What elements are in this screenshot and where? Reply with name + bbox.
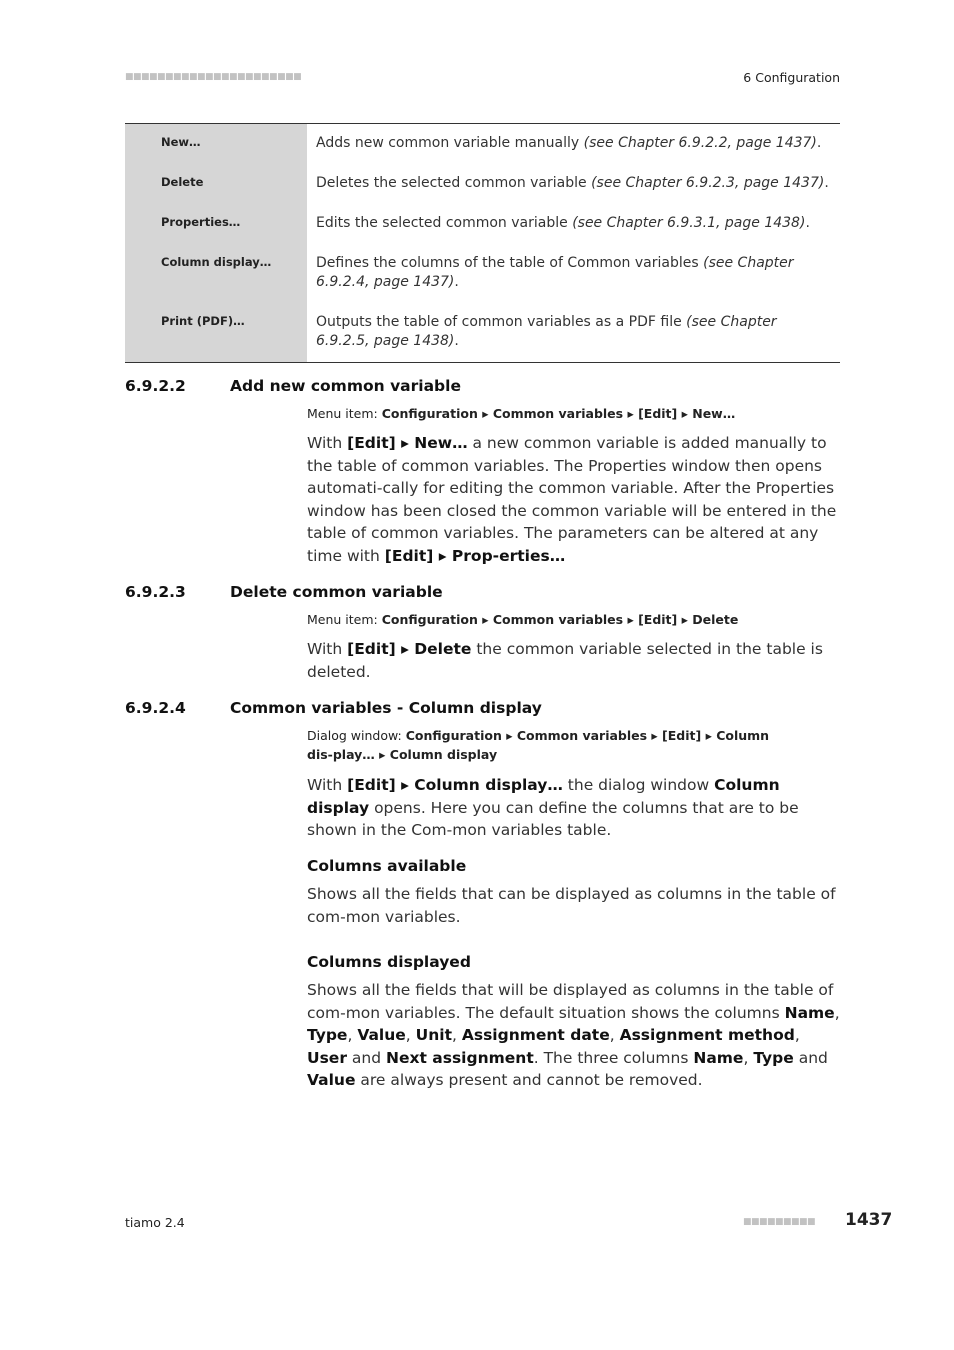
command-name: Properties… — [125, 204, 307, 244]
command-description — [307, 244, 840, 303]
column-name: Assignment method — [619, 1026, 795, 1044]
paragraph-text: . The three columns — [533, 1048, 694, 1067]
menu-command: [Edit] ▸ Delete — [347, 640, 472, 658]
header-decoration: ■■■■■■■■■■■■■■■■■■■■■■ — [125, 72, 302, 82]
chapter-reference[interactable]: (see Chapter 6.9.2.3, page 1437) — [591, 175, 825, 191]
column-name: User — [307, 1048, 347, 1067]
section-number: 6.9.2.4 — [125, 699, 186, 717]
body-paragraph — [307, 638, 842, 683]
column-name: Assignment date — [461, 1026, 610, 1044]
dialog-name: Column display — [307, 776, 780, 817]
punctuation: . — [454, 274, 459, 290]
paragraph-text: With — [307, 640, 348, 658]
description-text: Deletes the selected common variable — [316, 175, 592, 191]
punctuation: . — [824, 175, 829, 191]
section-title: Delete common variable — [230, 583, 443, 601]
product-version: tiamo 2.4 — [125, 1215, 185, 1230]
column-name: Value — [307, 1071, 356, 1089]
command-description — [307, 124, 840, 164]
paragraph-text: Shows all the fields that will be displayed as columns in the table of com-mon variables. The default situation shows the columns — [307, 981, 834, 1022]
body-paragraph — [307, 979, 842, 1092]
menu-prefix: Menu item: — [307, 612, 382, 627]
table-row — [125, 303, 840, 362]
column-name: Unit — [415, 1026, 452, 1044]
body-paragraph — [307, 432, 842, 567]
description-text: Defines the columns of the table of Common variables — [316, 255, 704, 271]
separator: , — [794, 1026, 800, 1044]
command-description — [307, 164, 840, 204]
paragraph-text: the dialog window — [562, 776, 715, 794]
chapter-reference[interactable]: (see Chapter 6.9.2.2, page 1437) — [583, 135, 817, 151]
description-text: Outputs the table of common variables as a PDF file — [316, 314, 687, 330]
menu-command: [Edit] ▸ Prop-erties… — [384, 546, 566, 565]
description-text: Adds new common variable manually — [316, 135, 584, 151]
paragraph-text: are always present and cannot be removed. — [355, 1071, 703, 1089]
section-title: Common variables - Column display — [230, 699, 542, 717]
page-number: 1437 — [845, 1210, 893, 1230]
column-name: Name — [784, 1003, 835, 1022]
section-title: Add new common variable — [230, 377, 461, 395]
command-name: Print (PDF)… — [125, 303, 307, 362]
menu-path — [307, 610, 837, 629]
body-paragraph: Shows all the fields that can be displayed as columns in the table of com-mon variables. — [307, 885, 836, 926]
paragraph-text: the common variable selected in the table is deleted. — [307, 640, 823, 681]
section-number: 6.9.2.2 — [125, 377, 186, 395]
column-name: Next assignment — [385, 1048, 534, 1067]
command-name: Column display… — [125, 244, 307, 303]
separator: , — [834, 1003, 840, 1022]
punctuation: . — [805, 215, 810, 231]
menu-path — [307, 726, 787, 764]
table-row — [125, 204, 840, 244]
paragraph-text: a new common variable is added manually to the table of common variables. The Properties window then opens automati-cally for editing the common variable. After the Properties window has been closed the common variable will be entered in the table of common variables. The parameters can be altered at any time with — [307, 434, 837, 565]
punctuation: . — [454, 333, 459, 349]
menu-path-text: Configuration ▸ Common variables ▸ [Edit] ▸ New… — [381, 406, 736, 421]
column-name: Value — [357, 1026, 406, 1044]
menu-command: [Edit] ▸ New… — [347, 434, 468, 452]
column-name: Name — [693, 1048, 744, 1067]
separator: , — [743, 1048, 754, 1067]
table-row — [125, 164, 840, 204]
separator: , — [347, 1026, 358, 1044]
command-description — [307, 303, 840, 362]
command-name: Delete — [125, 164, 307, 204]
description-text: Edits the selected common variable — [316, 215, 573, 231]
punctuation: . — [816, 135, 822, 151]
separator: and — [346, 1048, 386, 1067]
separator: , — [609, 1026, 620, 1044]
separator: , — [451, 1026, 462, 1044]
command-table — [125, 123, 840, 363]
menu-path-text: Configuration ▸ Common variables ▸ [Edit] ▸ Column dis-play… ▸ Column display — [307, 728, 770, 762]
subsection-title: Columns available — [307, 857, 467, 875]
menu-prefix: Dialog window: — [307, 728, 406, 743]
column-name: Type — [753, 1048, 794, 1067]
command-name: New… — [125, 124, 307, 164]
chapter-reference[interactable]: (see Chapter 6.9.2.4, page 1437) — [316, 255, 794, 290]
separator: and — [793, 1048, 828, 1067]
chapter-reference[interactable]: (see Chapter 6.9.3.1, page 1438) — [572, 215, 806, 231]
table-row — [125, 244, 840, 303]
command-description — [307, 204, 840, 244]
footer-decoration: ■■■■■■■■■ — [743, 1217, 816, 1227]
menu-command: [Edit] ▸ Column display… — [347, 776, 563, 794]
menu-prefix: Menu item: — [307, 406, 382, 421]
paragraph-text: With — [307, 776, 348, 794]
paragraph-text: With — [307, 434, 348, 452]
menu-path-text: Configuration ▸ Common variables ▸ [Edit] ▸ Delete — [381, 612, 739, 627]
section-number: 6.9.2.3 — [125, 583, 186, 601]
body-paragraph — [307, 774, 842, 842]
table-row — [125, 124, 840, 164]
paragraph-text: opens. Here you can define the columns that are to be shown in the Com-mon variables table. — [307, 798, 799, 839]
column-name: Type — [307, 1026, 348, 1044]
menu-path — [307, 404, 837, 423]
subsection-title: Columns displayed — [307, 953, 471, 971]
chapter-reference[interactable]: (see Chapter 6.9.2.5, page 1438) — [316, 314, 777, 349]
chapter-title: 6 Configuration — [743, 70, 840, 85]
separator: , — [405, 1026, 416, 1044]
